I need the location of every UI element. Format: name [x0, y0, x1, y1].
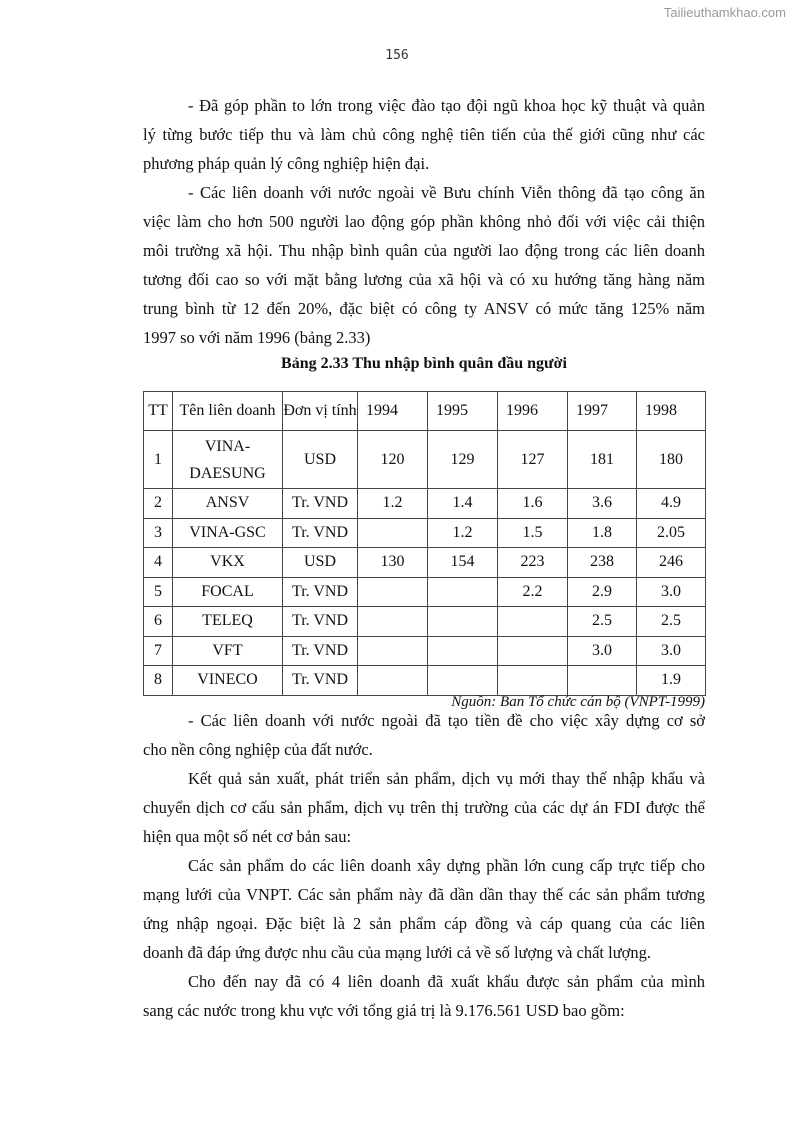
text-line: Cho đến nay đã có 4 liên doanh đã xuất khẩu được sản phẩm của mình [188, 972, 705, 991]
table-cell: Tr. VND [283, 666, 358, 696]
paragraph [143, 764, 705, 851]
text-line: 1997 so với năm 1996 (bảng 2.33) [143, 328, 371, 347]
table-source: Nguồn: Ban Tổ chức cán bộ (VNPT-1999) [451, 694, 705, 710]
table-cell: 154 [428, 548, 498, 578]
paragraph [143, 706, 705, 764]
column-header: 1995 [428, 392, 498, 431]
table-row [144, 548, 706, 578]
table-cell: 3.0 [637, 636, 706, 666]
table-cell: 2.5 [568, 607, 637, 637]
table-cell [428, 577, 498, 607]
table-cell: 238 [568, 548, 637, 578]
table-row [144, 518, 706, 548]
column-header: Tên liên doanh [173, 392, 283, 431]
table-cell: Tr. VND [283, 636, 358, 666]
text-line: môi trường xã hội. Thu nhập bình quân của người lao động trong các liên doanh [143, 241, 705, 260]
table-cell: 4 [144, 548, 173, 578]
text-line: việc làm cho hơn 500 người lao động góp phần không nhỏ đối với việc cải thiện [143, 212, 705, 231]
table-cell: TELEQ [173, 607, 283, 637]
table-row [144, 431, 706, 489]
table-cell: 3.6 [568, 489, 637, 519]
table-cell: 246 [637, 548, 706, 578]
text-line: hiện qua một số nét cơ bản sau: [143, 827, 352, 846]
table-cell: 1.2 [358, 489, 428, 519]
table-cell: VKX [173, 548, 283, 578]
paragraph [143, 851, 705, 967]
table-cell [358, 518, 428, 548]
table-cell [358, 636, 428, 666]
paragraph [143, 967, 705, 1025]
text-line: cho nền công nghiệp của đất nước. [143, 740, 373, 759]
table-cell: 2.05 [637, 518, 706, 548]
watermark: Tailieuthamkhao.com [663, 5, 786, 20]
text-line: trung bình từ 12 đến 20%, đặc biệt có công ty ANSV có mức tăng 125% năm [143, 299, 705, 318]
column-header: 1996 [498, 392, 568, 431]
text-line: phương pháp quản lý công nghiệp hiện đại. [143, 154, 430, 173]
table-cell: VINA-DAESUNG [173, 431, 283, 489]
text-line: doanh đã đáp ứng được nhu cầu của mạng lưới cả về số lượng và chất lượng. [143, 943, 652, 962]
table-cell [428, 666, 498, 696]
table-cell: 180 [637, 431, 706, 489]
table-cell: 6 [144, 607, 173, 637]
table-cell: USD [283, 548, 358, 578]
table-cell [498, 666, 568, 696]
table-cell: FOCAL [173, 577, 283, 607]
paragraph [143, 91, 705, 178]
table-row [144, 607, 706, 637]
table-cell: 1.6 [498, 489, 568, 519]
table-cell: VINECO [173, 666, 283, 696]
column-header: Đơn vị tính [283, 392, 358, 431]
table-cell: VFT [173, 636, 283, 666]
table-header-row [144, 392, 706, 431]
text-line: - Đã góp phần to lớn trong việc đào tạo đội ngũ khoa học kỹ thuật và quản [188, 96, 705, 115]
table-cell: 3.0 [568, 636, 637, 666]
table-cell: Tr. VND [283, 489, 358, 519]
table-cell: 127 [498, 431, 568, 489]
income-table [143, 391, 706, 696]
table-cell [498, 636, 568, 666]
text-line: ứng nhập ngoại. Đặc biệt là 2 sản phẩm cáp đồng và cáp quang của các liên [143, 914, 705, 933]
table-cell: 1.2 [428, 518, 498, 548]
table-cell: 130 [358, 548, 428, 578]
table-cell: USD [283, 431, 358, 489]
table-cell [358, 666, 428, 696]
table-cell: 2 [144, 489, 173, 519]
table-cell: 223 [498, 548, 568, 578]
table-cell: 1 [144, 431, 173, 489]
page-number: 156 [385, 48, 409, 63]
table-cell: 120 [358, 431, 428, 489]
table-cell: 8 [144, 666, 173, 696]
table-row [144, 489, 706, 519]
table-cell: 3 [144, 518, 173, 548]
table-cell: 181 [568, 431, 637, 489]
text-line: lý từng bước tiếp thu và làm chủ công nghệ tiên tiến của thế giới cũng như các [143, 125, 705, 144]
paragraph [143, 178, 705, 352]
table-cell: 4.9 [637, 489, 706, 519]
table-cell: Tr. VND [283, 577, 358, 607]
table-cell: Tr. VND [283, 607, 358, 637]
table-cell: 1.4 [428, 489, 498, 519]
table-cell: 2.5 [637, 607, 706, 637]
column-header: 1994 [358, 392, 428, 431]
table-row [144, 636, 706, 666]
table-cell [358, 577, 428, 607]
text-line: sang các nước trong khu vực với tổng giá trị là 9.176.561 USD bao gồm: [143, 1001, 625, 1020]
text-line: - Các liên doanh với nước ngoài về Bưu chính Viễn thông đã tạo công ăn [188, 183, 705, 202]
column-header: 1997 [568, 392, 637, 431]
table-cell: 2.9 [568, 577, 637, 607]
table-cell: 1.5 [498, 518, 568, 548]
table-cell: ANSV [173, 489, 283, 519]
text-line: chuyển dịch cơ cấu sản phẩm, dịch vụ trên thị trường của các dự án FDI được thể [143, 798, 705, 817]
table-cell: 1.9 [637, 666, 706, 696]
table-cell: 7 [144, 636, 173, 666]
table-cell: VINA-GSC [173, 518, 283, 548]
text-line: Các sản phẩm do các liên doanh xây dựng phần lớn cung cấp trực tiếp cho [188, 856, 705, 875]
table-cell [428, 636, 498, 666]
text-line: Kết quả sản xuất, phát triển sản phẩm, dịch vụ mới thay thế nhập khẩu và [188, 769, 705, 788]
table-cell: Tr. VND [283, 518, 358, 548]
table-row [144, 577, 706, 607]
table-cell: 1.8 [568, 518, 637, 548]
column-header: TT [144, 392, 173, 431]
table-cell: 129 [428, 431, 498, 489]
text-line: mạng lưới của VNPT. Các sản phẩm này đã dần dần thay thế các sản phẩm tương [143, 885, 705, 904]
table-cell [568, 666, 637, 696]
column-header: 1998 [637, 392, 706, 431]
table-caption: Bảng 2.33 Thu nhập bình quân đầu người [281, 355, 567, 372]
text-line: - Các liên doanh với nước ngoài đã tạo tiền đề cho việc xây dựng cơ sở [188, 711, 705, 730]
table-cell [428, 607, 498, 637]
table-cell: 2.2 [498, 577, 568, 607]
table-cell: 3.0 [637, 577, 706, 607]
table-cell [358, 607, 428, 637]
table-cell: 5 [144, 577, 173, 607]
table-row [144, 666, 706, 696]
text-line: tương đối cao so với mặt bằng lương của xã hội và có xu hướng tăng hàng năm [143, 270, 705, 289]
table-cell [498, 607, 568, 637]
